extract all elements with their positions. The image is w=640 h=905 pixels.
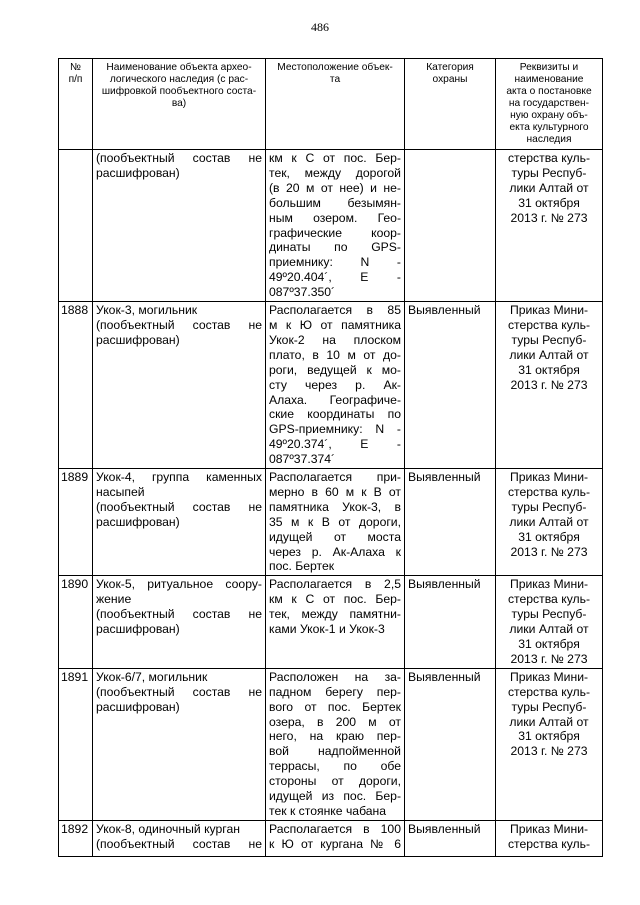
header-category	[405, 59, 496, 150]
text-line: Располагается в 85	[269, 303, 401, 318]
location-cell	[266, 576, 405, 668]
header-number	[59, 59, 93, 150]
text-line: 2013 г. № 273	[510, 544, 588, 559]
text-line: Алаха. Географиче-	[269, 392, 401, 407]
text-line: км к С от пос. Бер-	[269, 592, 401, 607]
header-line: Наименование объекта архео-	[106, 62, 252, 73]
text-line: мерно в 60 м к В от	[269, 484, 401, 499]
act-cell	[496, 668, 603, 820]
header-line: наследия	[526, 134, 572, 145]
text-line: (пообъектный состав не	[96, 151, 262, 165]
object-name-cell	[93, 469, 266, 576]
text-line: жение	[96, 592, 132, 607]
text-line: Приказ Мини-	[509, 303, 589, 318]
table-body	[59, 150, 603, 857]
text-line: расшифрован)	[96, 699, 180, 714]
header-row	[59, 59, 603, 150]
text-line: падном берегу пер-	[269, 684, 401, 699]
category-cell	[405, 150, 496, 302]
header-line: на государствен-	[508, 98, 590, 109]
table-header	[59, 59, 603, 150]
table-row	[59, 668, 603, 820]
text-line: туры Респуб-	[511, 607, 587, 622]
header-location	[266, 59, 405, 150]
header-act	[496, 59, 603, 150]
text-line: стерства куль-	[507, 836, 591, 851]
header-line: Категория	[426, 62, 474, 73]
location-cell	[266, 820, 405, 856]
text-line: 2013 г. № 273	[510, 651, 588, 666]
category-cell: Выявленный	[405, 302, 496, 469]
text-line: расшифрован)	[96, 165, 180, 180]
text-line: 2013 г. № 273	[510, 377, 588, 392]
text-line: 2013 г. № 273	[510, 210, 588, 225]
text-line: (пообъектный состав не	[96, 836, 262, 851]
text-line: 49º20.404´, E -	[269, 270, 401, 285]
act-cell	[496, 576, 603, 668]
text-line: 087º37.374´	[269, 452, 336, 467]
row-number: 1889	[59, 469, 93, 576]
text-line: лики Алтай от	[509, 514, 589, 529]
act-cell	[496, 820, 603, 856]
category-cell: Выявленный	[405, 820, 496, 856]
text-line: Укок-3, могильник	[96, 303, 198, 318]
text-line: стерства куль-	[507, 484, 591, 499]
text-line: лики Алтай от	[509, 714, 589, 729]
header-line: п/п	[68, 74, 83, 85]
header-line: акта о постановке	[506, 86, 592, 97]
text-line: GPS-приемнику: N -	[269, 422, 401, 437]
text-line: тек к стоянке чабана	[269, 803, 387, 818]
header-line: Реквизиты и	[519, 62, 579, 73]
text-line: Приказ Мини-	[509, 821, 589, 836]
text-line: Укок-2 на плоском	[269, 332, 401, 347]
text-line: (пообъектный состав не	[96, 317, 262, 332]
page-number: 486	[311, 20, 329, 34]
text-line: 2013 г. № 273	[510, 744, 588, 759]
text-line: м к Ю от памятника	[269, 317, 401, 332]
text-line: большим безымян-	[269, 195, 401, 210]
table-row	[59, 302, 603, 469]
text-line: Укок-5, ритуальное соору-	[96, 577, 262, 592]
text-line: Располагается в 2,5	[269, 577, 401, 592]
text-line: (пообъектный состав не	[96, 499, 262, 514]
table-row	[59, 150, 603, 302]
text-line: сту через р. Ак-	[269, 377, 401, 392]
text-line: графические коор-	[269, 225, 401, 240]
text-line: Расположен на за-	[269, 669, 401, 684]
text-line: ным озером. Гео-	[269, 210, 401, 225]
text-line: идущей из пос. Бер-	[269, 789, 401, 804]
text-line: расшифрован)	[96, 332, 180, 347]
header-line: шифровкой пообъектного соста-	[101, 86, 257, 97]
header-object-name	[93, 59, 266, 150]
row-number: 1892	[59, 820, 93, 856]
header-line: №	[70, 62, 81, 73]
text-line: туры Респуб-	[511, 499, 587, 514]
text-line: Располагается в 100	[269, 821, 401, 836]
text-line: 31 октября	[518, 195, 580, 210]
text-line: 31 октября	[518, 729, 580, 744]
location-cell	[266, 469, 405, 576]
text-line: стерства куль-	[507, 151, 591, 165]
row-number: 1888	[59, 302, 93, 469]
object-name-cell	[93, 150, 266, 302]
table-row	[59, 576, 603, 668]
table-row	[59, 469, 603, 576]
text-line: ские координаты по	[269, 407, 401, 422]
category-cell: Выявленный	[405, 668, 496, 820]
text-line: 31 октября	[518, 529, 580, 544]
text-line: насыпей	[96, 484, 145, 499]
text-line: Приказ Мини-	[509, 470, 589, 485]
heritage-table	[58, 58, 603, 857]
header-line: Местоположение объек-	[277, 62, 393, 73]
text-line: (пообъектный состав не	[96, 684, 262, 699]
object-name-cell	[93, 668, 266, 820]
text-line: через р. Ак-Алаха к	[269, 544, 401, 559]
text-line: к Ю от кургана № 6	[269, 836, 401, 851]
text-line: плато, в 10 м от до-	[269, 347, 401, 362]
text-line: Укок-6/7, могильник	[96, 669, 208, 684]
table-row	[59, 820, 603, 856]
text-line: (в 20 м от нее) и не-	[269, 180, 401, 195]
category-cell: Выявленный	[405, 469, 496, 576]
text-line: км к С от пос. Бер-	[269, 151, 401, 165]
header-line: логического наследия (с рас-	[109, 74, 249, 85]
row-number: 1891	[59, 668, 93, 820]
text-line: тек, между дорогой	[269, 165, 401, 180]
text-line: 35 м к В от дороги,	[269, 514, 401, 529]
object-name-cell	[93, 576, 266, 668]
text-line: стерства куль-	[507, 592, 591, 607]
text-line: динаты по GPS-	[269, 240, 401, 255]
header-line: охраны	[432, 74, 468, 85]
act-cell	[496, 469, 603, 576]
text-line: роги, ведущей к мо-	[269, 362, 401, 377]
text-line: Располагается при-	[269, 470, 401, 485]
text-line: туры Респуб-	[511, 332, 587, 347]
location-cell	[266, 668, 405, 820]
text-line: ками Укок-1 и Укок-3	[269, 622, 385, 637]
text-line: Приказ Мини-	[509, 669, 589, 684]
text-line: Укок-4, группа каменных	[96, 470, 262, 485]
text-line: вой надпойменной	[269, 744, 401, 759]
text-line: тек, между памятни-	[269, 607, 401, 622]
header-line: наименование	[514, 74, 584, 85]
text-line: Приказ Мини-	[509, 577, 589, 592]
location-cell	[266, 302, 405, 469]
text-line: лики Алтай от	[509, 622, 589, 637]
text-line: приемнику: N -	[269, 255, 401, 270]
text-line: стерства куль-	[507, 317, 591, 332]
header-line: екта культурного	[509, 122, 589, 133]
object-name-cell	[93, 820, 266, 856]
text-line: стороны от дороги,	[269, 774, 401, 789]
text-line: туры Респуб-	[511, 165, 587, 180]
object-name-cell	[93, 302, 266, 469]
text-line: 49º20.374´, E -	[269, 437, 401, 452]
text-line: пос. Бертек	[269, 559, 335, 574]
text-line: идущей от моста	[269, 529, 401, 544]
text-line: вого от пос. Бертек	[269, 699, 401, 714]
act-cell	[496, 302, 603, 469]
row-number	[59, 150, 93, 302]
text-line: него, на краю пер-	[269, 729, 401, 744]
header-line: та	[329, 74, 341, 85]
header-line: ва)	[171, 98, 187, 109]
category-cell: Выявленный	[405, 576, 496, 668]
header-line: ную охрану объ-	[510, 110, 588, 121]
text-line: озера, в 200 м от	[269, 714, 401, 729]
text-line: расшифрован)	[96, 622, 180, 637]
text-line: туры Респуб-	[511, 699, 587, 714]
text-line: памятника Укок-3, в	[269, 499, 401, 514]
act-cell	[496, 150, 603, 302]
text-line: террасы, по обе	[269, 759, 401, 774]
text-line: (пообъектный состав не	[96, 607, 262, 622]
text-line: 31 октября	[518, 637, 580, 651]
location-cell	[266, 150, 405, 302]
text-line: Укок-8, одиночный курган	[96, 821, 240, 836]
text-line: 087º37.350´	[269, 285, 336, 300]
text-line: стерства куль-	[507, 684, 591, 699]
row-number: 1890	[59, 576, 93, 668]
text-line: 31 октября	[518, 362, 580, 377]
text-line: лики Алтай от	[509, 347, 589, 362]
text-line: расшифрован)	[96, 514, 180, 529]
text-line: лики Алтай от	[509, 180, 589, 195]
